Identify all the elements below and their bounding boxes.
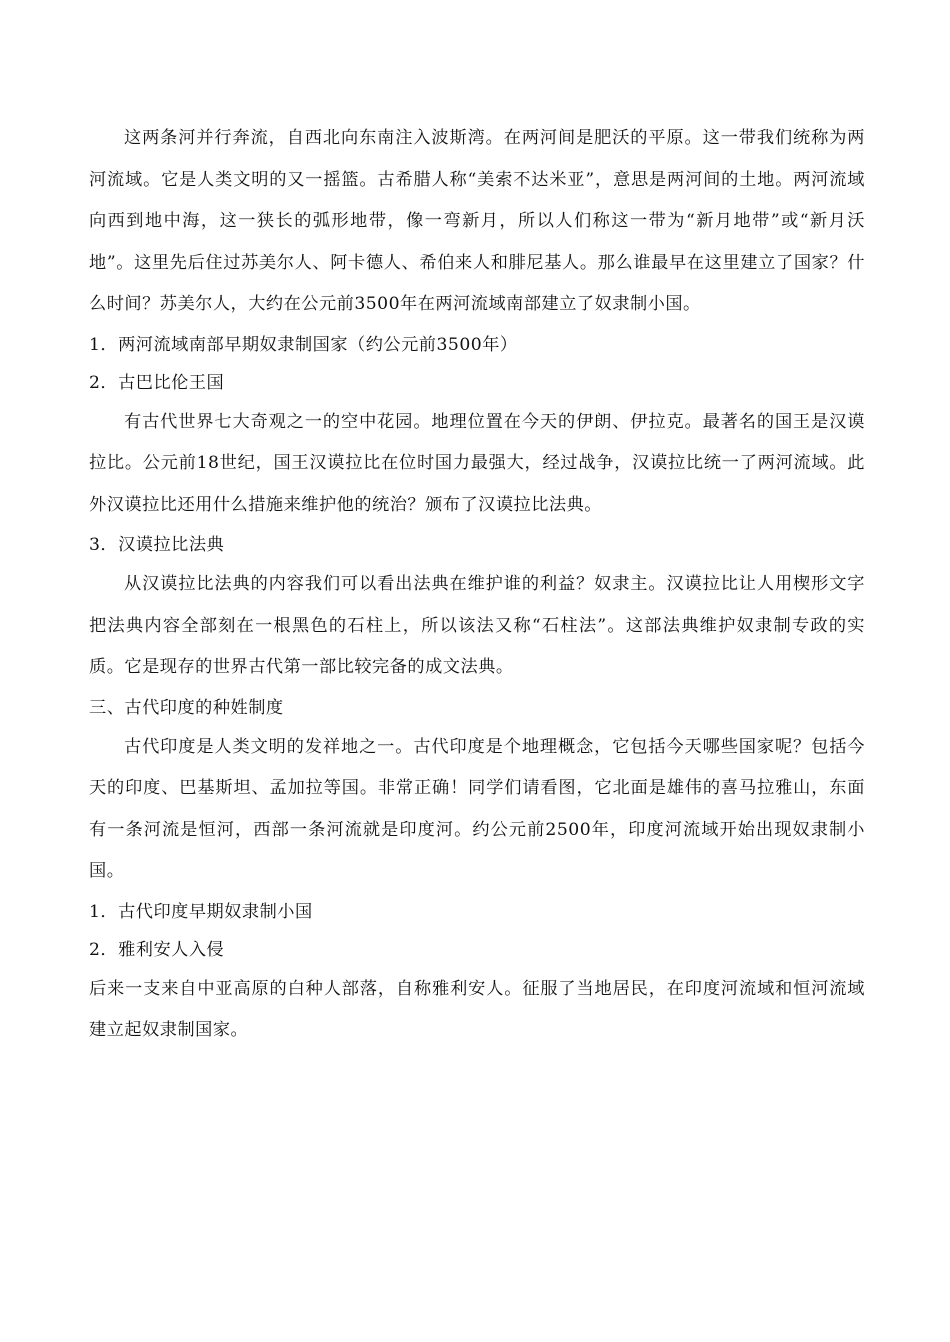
- paragraph-aryans: 后来一支来自中亚高原的白种人部落，自称雅利安人。征服了当地居民，在印度河流域和恒河流域建立起奴隶制国家。: [89, 978, 865, 1040]
- heading-india-caste: 三、古代印度的种姓制度: [89, 697, 284, 718]
- heading-hammurabi-code: 3．汉谟拉比法典: [89, 535, 225, 555]
- paragraph-babylon: 有古代世界七大奇观之一的空中花园。地理位置在今天的伊朗、伊拉克。最著名的国王是汉谟拉比。公元前18世纪，国王汉谟拉比在位时国力最强大，经过战争，汉谟拉比统一了两河流域。此外汉谟拉比还用什么措施来维护他的统治？颁布了汉谟拉比法典。: [89, 411, 865, 515]
- heading-old-babylon: 2．古巴比伦王国: [89, 372, 225, 393]
- heading-aryan-invasion: 2．雅利安人入侵: [89, 939, 225, 960]
- heading-early-slave-states: 1．两河流域南部早期奴隶制国家（约公元前3500年）: [89, 334, 518, 355]
- heading-india-early-states: 1．古代印度早期奴隶制小国: [89, 901, 313, 922]
- paragraph-ancient-india: 古代印度是人类文明的发祥地之一。古代印度是个地理概念，它包括今天哪些国家呢？包括今天的印度、巴基斯坦、孟加拉等国。非常正确！同学们请看图，它北面是雄伟的喜马拉雅山，东面有一条河流是恒河，西部一条河流就是印度河。约公元前2500年，印度河流域开始出现奴隶制小国。: [89, 736, 865, 881]
- paragraph-hammurabi-code: 从汉谟拉比法典的内容我们可以看出法典在维护谁的利益？奴隶主。汉谟拉比让人用楔形文字把法典内容全部刻在一根黑色的石柱上，所以该法又称“石柱法”。这部法典维护奴隶制专政的实质。它是现存的世界古代第一部比较完备的成文法典。: [89, 574, 865, 677]
- paragraph-two-rivers: 这两条河并行奔流，自西北向东南注入波斯湾。在两河间是肥沃的平原。这一带我们统称为两河流域。它是人类文明的又一摇篮。古希腊人称“美索不达米亚”，意思是两河间的土地。两河流域向西到地中海，这一狭长的弧形地带，像一弯新月，所以人们称这一带为“新月地带”或“新月沃地”。这里先后住过苏美尔人、阿卡德人、希伯来人和腓尼基人。那么谁最早在这里建立了国家？什么时间？苏美尔人，大约在公元前3500年在两河流域南部建立了奴隶制小国。: [89, 128, 865, 314]
- document-page: [89, 118, 865, 1052]
